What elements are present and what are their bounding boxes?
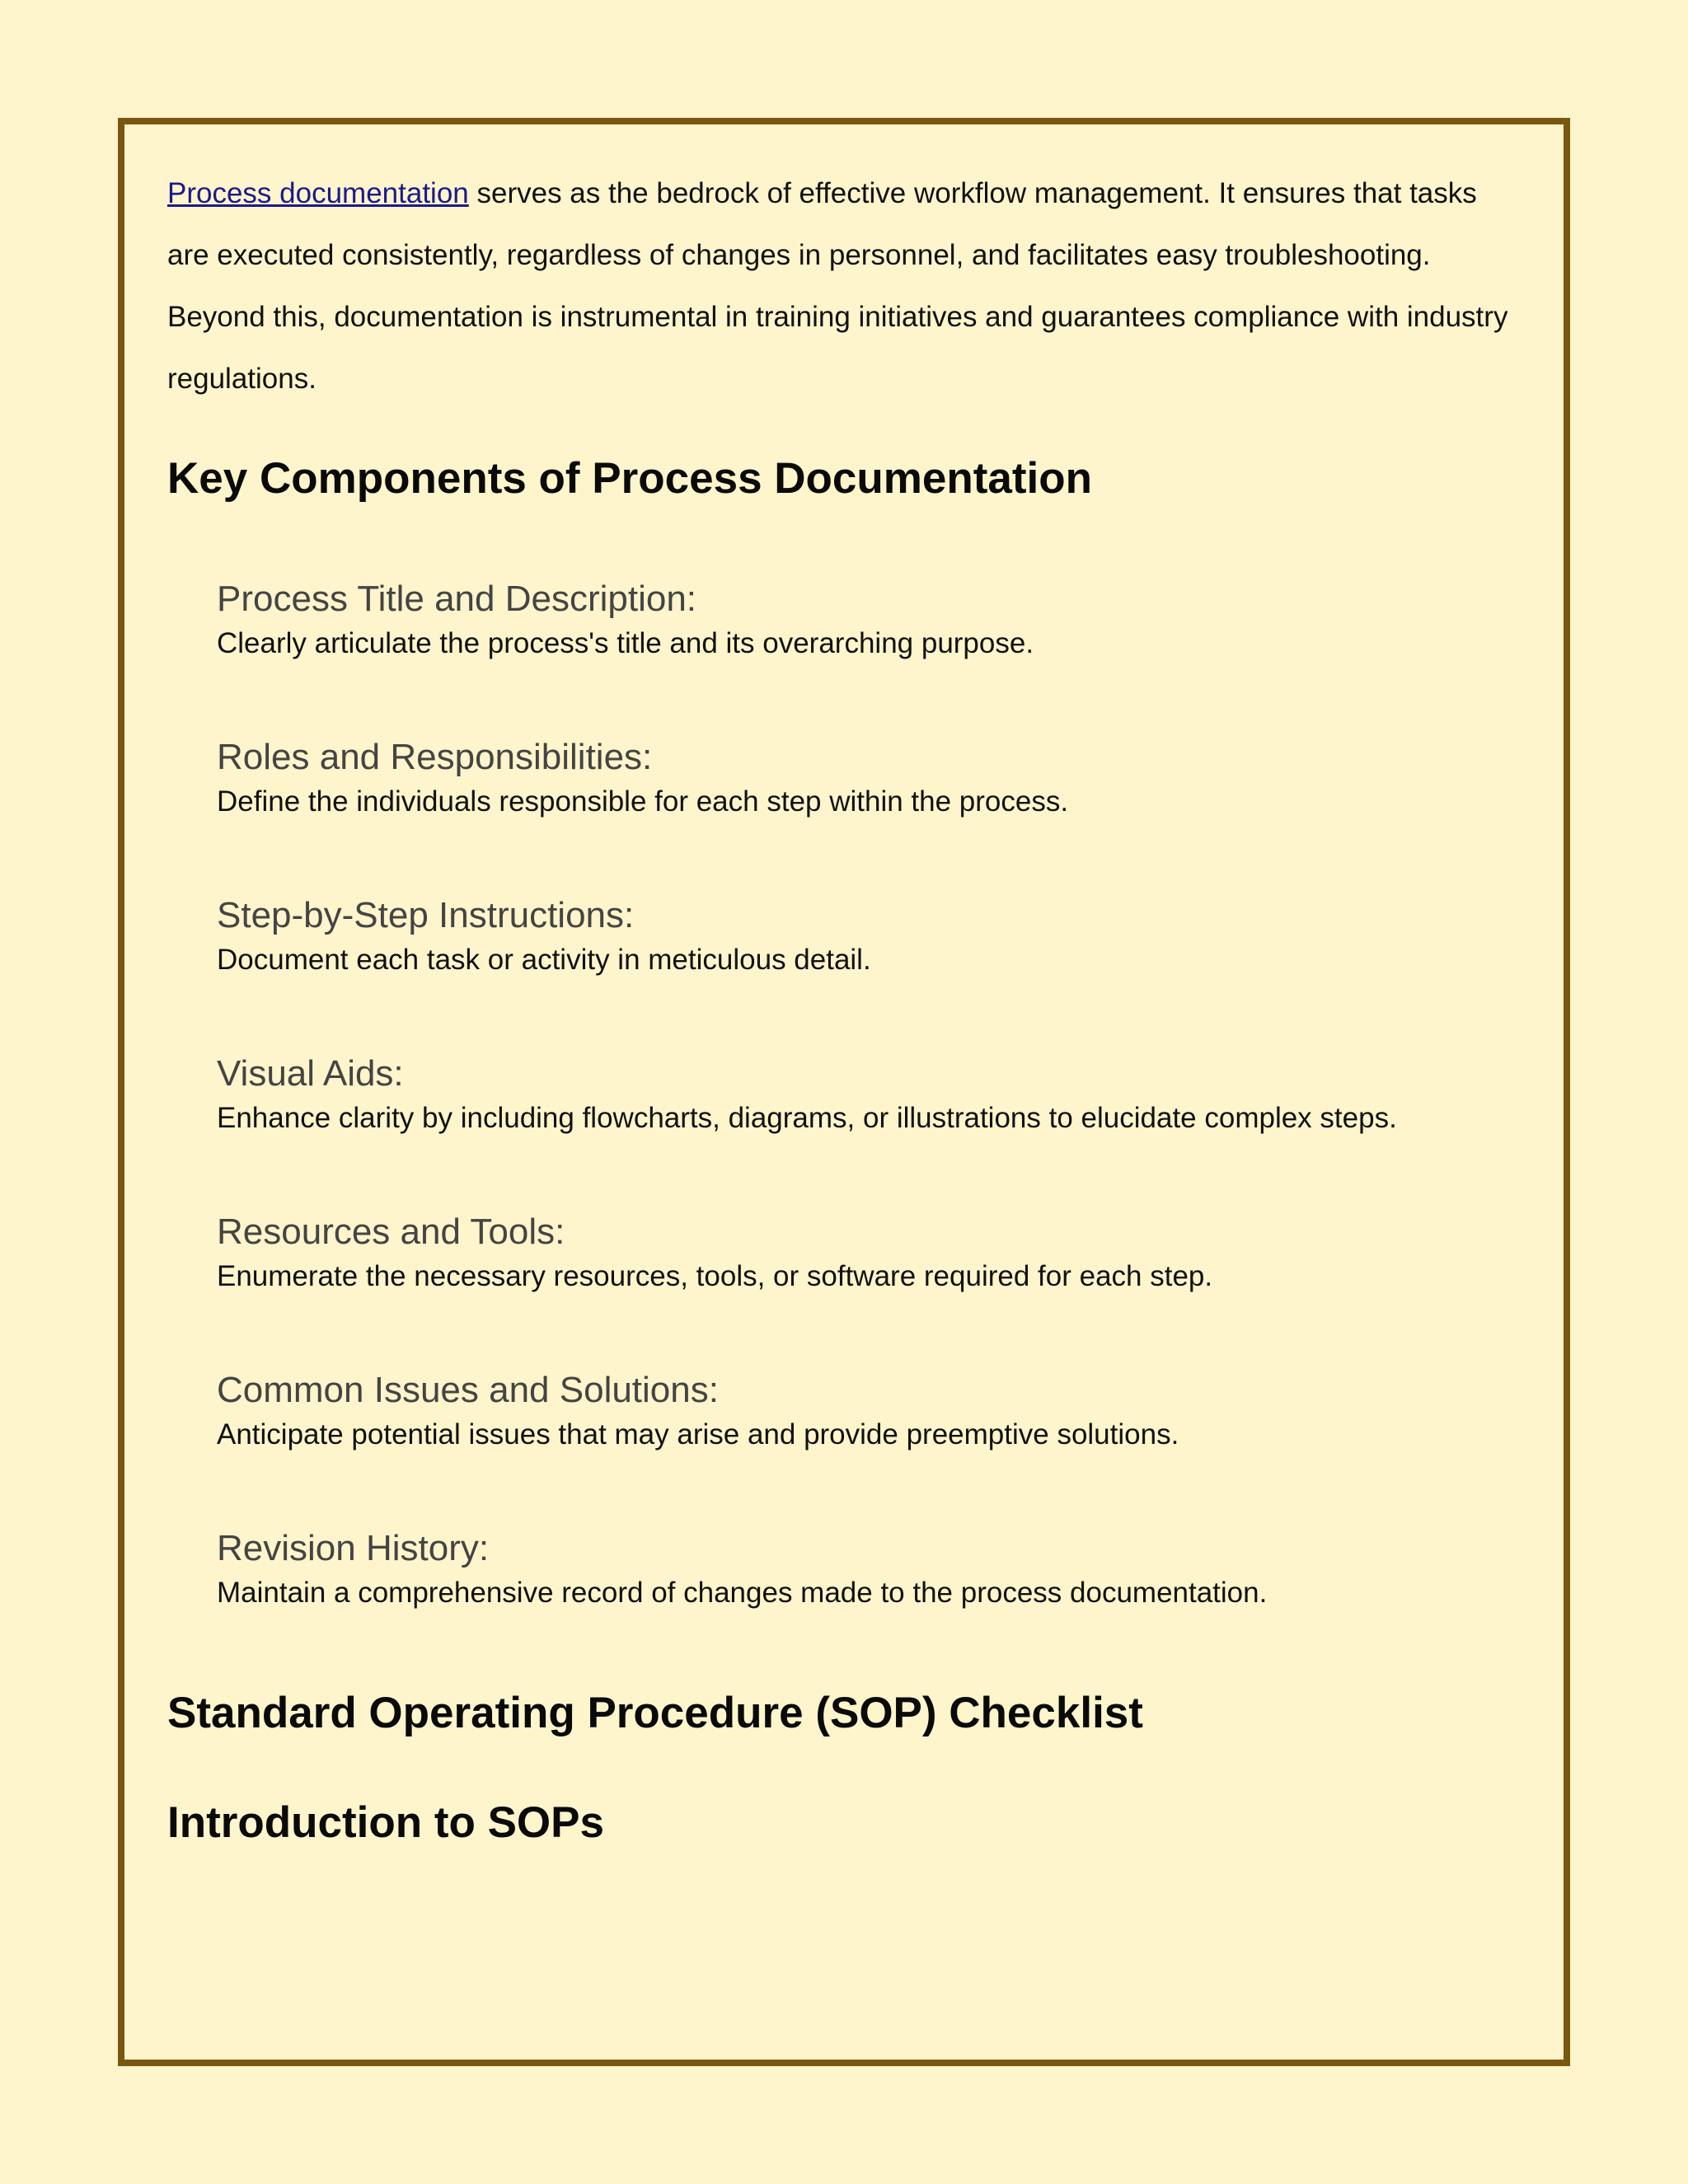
heading-key-components: Key Components of Process Documentation — [167, 454, 1093, 503]
heading-introduction-to-sops: Introduction to SOPs — [167, 1798, 604, 1848]
component-description: Enhance clarity by including flowcharts, diagrams, or illustrations to elucidate complex steps. — [217, 1101, 1397, 1134]
component-description: Define the individuals responsible for each step within the process. — [217, 785, 1069, 818]
process-documentation-link[interactable]: Process documentation — [167, 177, 469, 209]
list-item — [217, 1052, 1521, 1137]
list-item — [217, 894, 1521, 978]
component-description: Anticipate potential issues that may arise and provide preemptive solutions. — [217, 1418, 1179, 1451]
component-title: Revision History: — [217, 1527, 490, 1568]
components-list — [167, 578, 1521, 1611]
heading-sop-checklist: Standard Operating Procedure (SOP) Checklist — [167, 1688, 1143, 1737]
list-item — [217, 578, 1521, 662]
component-title: Common Issues and Solutions: — [217, 1369, 719, 1410]
component-description: Document each task or activity in meticulous detail. — [217, 943, 871, 976]
component-title: Step-by-Step Instructions: — [217, 894, 635, 935]
list-item — [217, 1211, 1521, 1295]
intro-text: serves as the bedrock of effective workflow management. It ensures that tasks are executed consistently, regardless of changes in personnel, and facilitates easy troubleshooting. Beyond this, documentation is instrumental in training initiatives and guarantees compliance with industry regulations. — [167, 177, 1508, 395]
intro-paragraph — [167, 162, 1521, 410]
component-title: Visual Aids: — [217, 1052, 404, 1094]
component-description: Maintain a comprehensive record of changes made to the process documentation. — [217, 1576, 1268, 1609]
list-item — [217, 736, 1521, 820]
component-title: Process Title and Description: — [217, 578, 697, 619]
component-description: Clearly articulate the process's title and its overarching purpose. — [217, 626, 1034, 659]
list-item — [217, 1527, 1521, 1611]
content-frame — [118, 118, 1570, 2066]
component-title: Resources and Tools: — [217, 1211, 565, 1252]
list-item — [217, 1369, 1521, 1453]
component-description: Enumerate the necessary resources, tools, or software required for each step. — [217, 1259, 1213, 1292]
component-title: Roles and Responsibilities: — [217, 736, 653, 777]
